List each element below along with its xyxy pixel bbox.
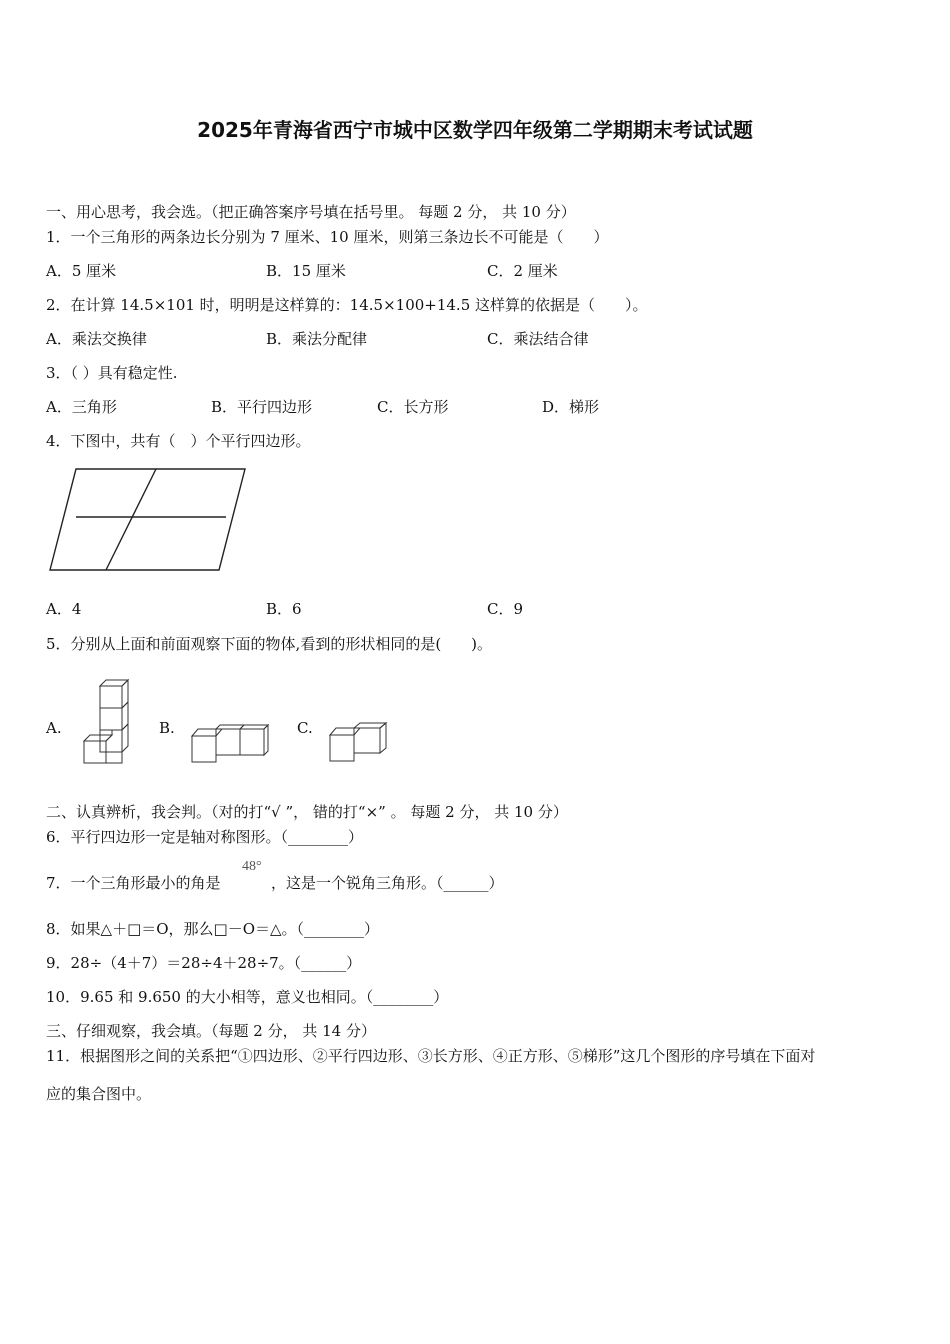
section1-heading: 一、用心思考，我会选。（把正确答案序号填在括号里。 每题 2 分， 共 10 分） <box>46 203 576 221</box>
q4-option-b: B．6 <box>266 600 302 618</box>
q5-option-b: B. <box>159 719 175 737</box>
q2-option-b: B．乘法分配律 <box>266 330 368 348</box>
q3-option-b: B．平行四边形 <box>211 398 313 416</box>
q4-option-c: C．9 <box>487 600 524 618</box>
q11-text-line1: 11．根据图形之间的关系把“①四边形、②平行四边形、③长方形、④正方形、⑤梯形”这几个图形的序号填在下面对 <box>46 1047 816 1065</box>
q1-option-b: B．15 厘米 <box>266 262 346 280</box>
q3-option-c: C．长方形 <box>377 398 449 416</box>
section3-heading: 三、仔细观察，我会填。（每题 2 分， 共 14 分） <box>46 1022 376 1040</box>
q7-text-after: ，这是一个锐角三角形。（______） <box>271 874 504 892</box>
q1-text: 1．一个三角形的两条边长分别为 7 厘米、10 厘米，则第三条边长不可能是（ ） <box>46 228 609 246</box>
q11-text-line2: 应的集合图中。 <box>46 1085 152 1103</box>
q7-text-before: 7．一个三角形最小的角是 <box>46 874 221 892</box>
q7-angle-value: 48° <box>242 859 262 874</box>
q4-text: 4．下图中，共有（ ）个平行四边形。 <box>46 432 311 450</box>
q3-option-d: D．梯形 <box>542 398 600 416</box>
q5-cubes-c-figure <box>328 722 392 764</box>
q6-text: 6．平行四边形一定是轴对称图形。（________） <box>46 828 364 846</box>
q5-text: 5．分别从上面和前面观察下面的物体,看到的形状相同的是( )。 <box>46 635 493 653</box>
q4-option-a: A．4 <box>46 600 82 618</box>
q5-option-c: C. <box>297 719 313 737</box>
q2-option-c: C．乘法结合律 <box>487 330 589 348</box>
q2-text: 2．在计算 14.5×101 时，明明是这样算的：14.5×100+14.5 这样算的依据是（ ）。 <box>46 296 648 314</box>
q5-cubes-b-figure <box>190 724 274 766</box>
q3-text: 3．（ ）具有稳定性. <box>46 364 178 382</box>
q10-text: 10．9.65 和 9.650 的大小相等，意义也相同。（________） <box>46 988 449 1006</box>
q5-option-a: A. <box>46 719 62 737</box>
q8-text: 8．如果△＋□＝O，那么□－O＝△。（________） <box>46 920 380 938</box>
q9-text: 9．28÷（4＋7）＝28÷4＋28÷7。（______） <box>46 954 362 972</box>
q5-cubes-a-figure <box>82 678 132 768</box>
q3-option-a: A．三角形 <box>46 398 117 416</box>
q2-option-a: A．乘法交换律 <box>46 330 147 348</box>
section2-heading: 二、认真辨析，我会判。（对的打“√ ”， 错的打“×” 。 每题 2 分， 共 10 分） <box>46 803 568 821</box>
page-title: 2025年青海省西宁市城中区数学四年级第二学期期末考试试题 <box>197 118 753 142</box>
q1-option-c: C．2 厘米 <box>487 262 558 280</box>
q4-parallelogram-figure <box>48 466 248 574</box>
q1-option-a: A．5 厘米 <box>46 262 117 280</box>
